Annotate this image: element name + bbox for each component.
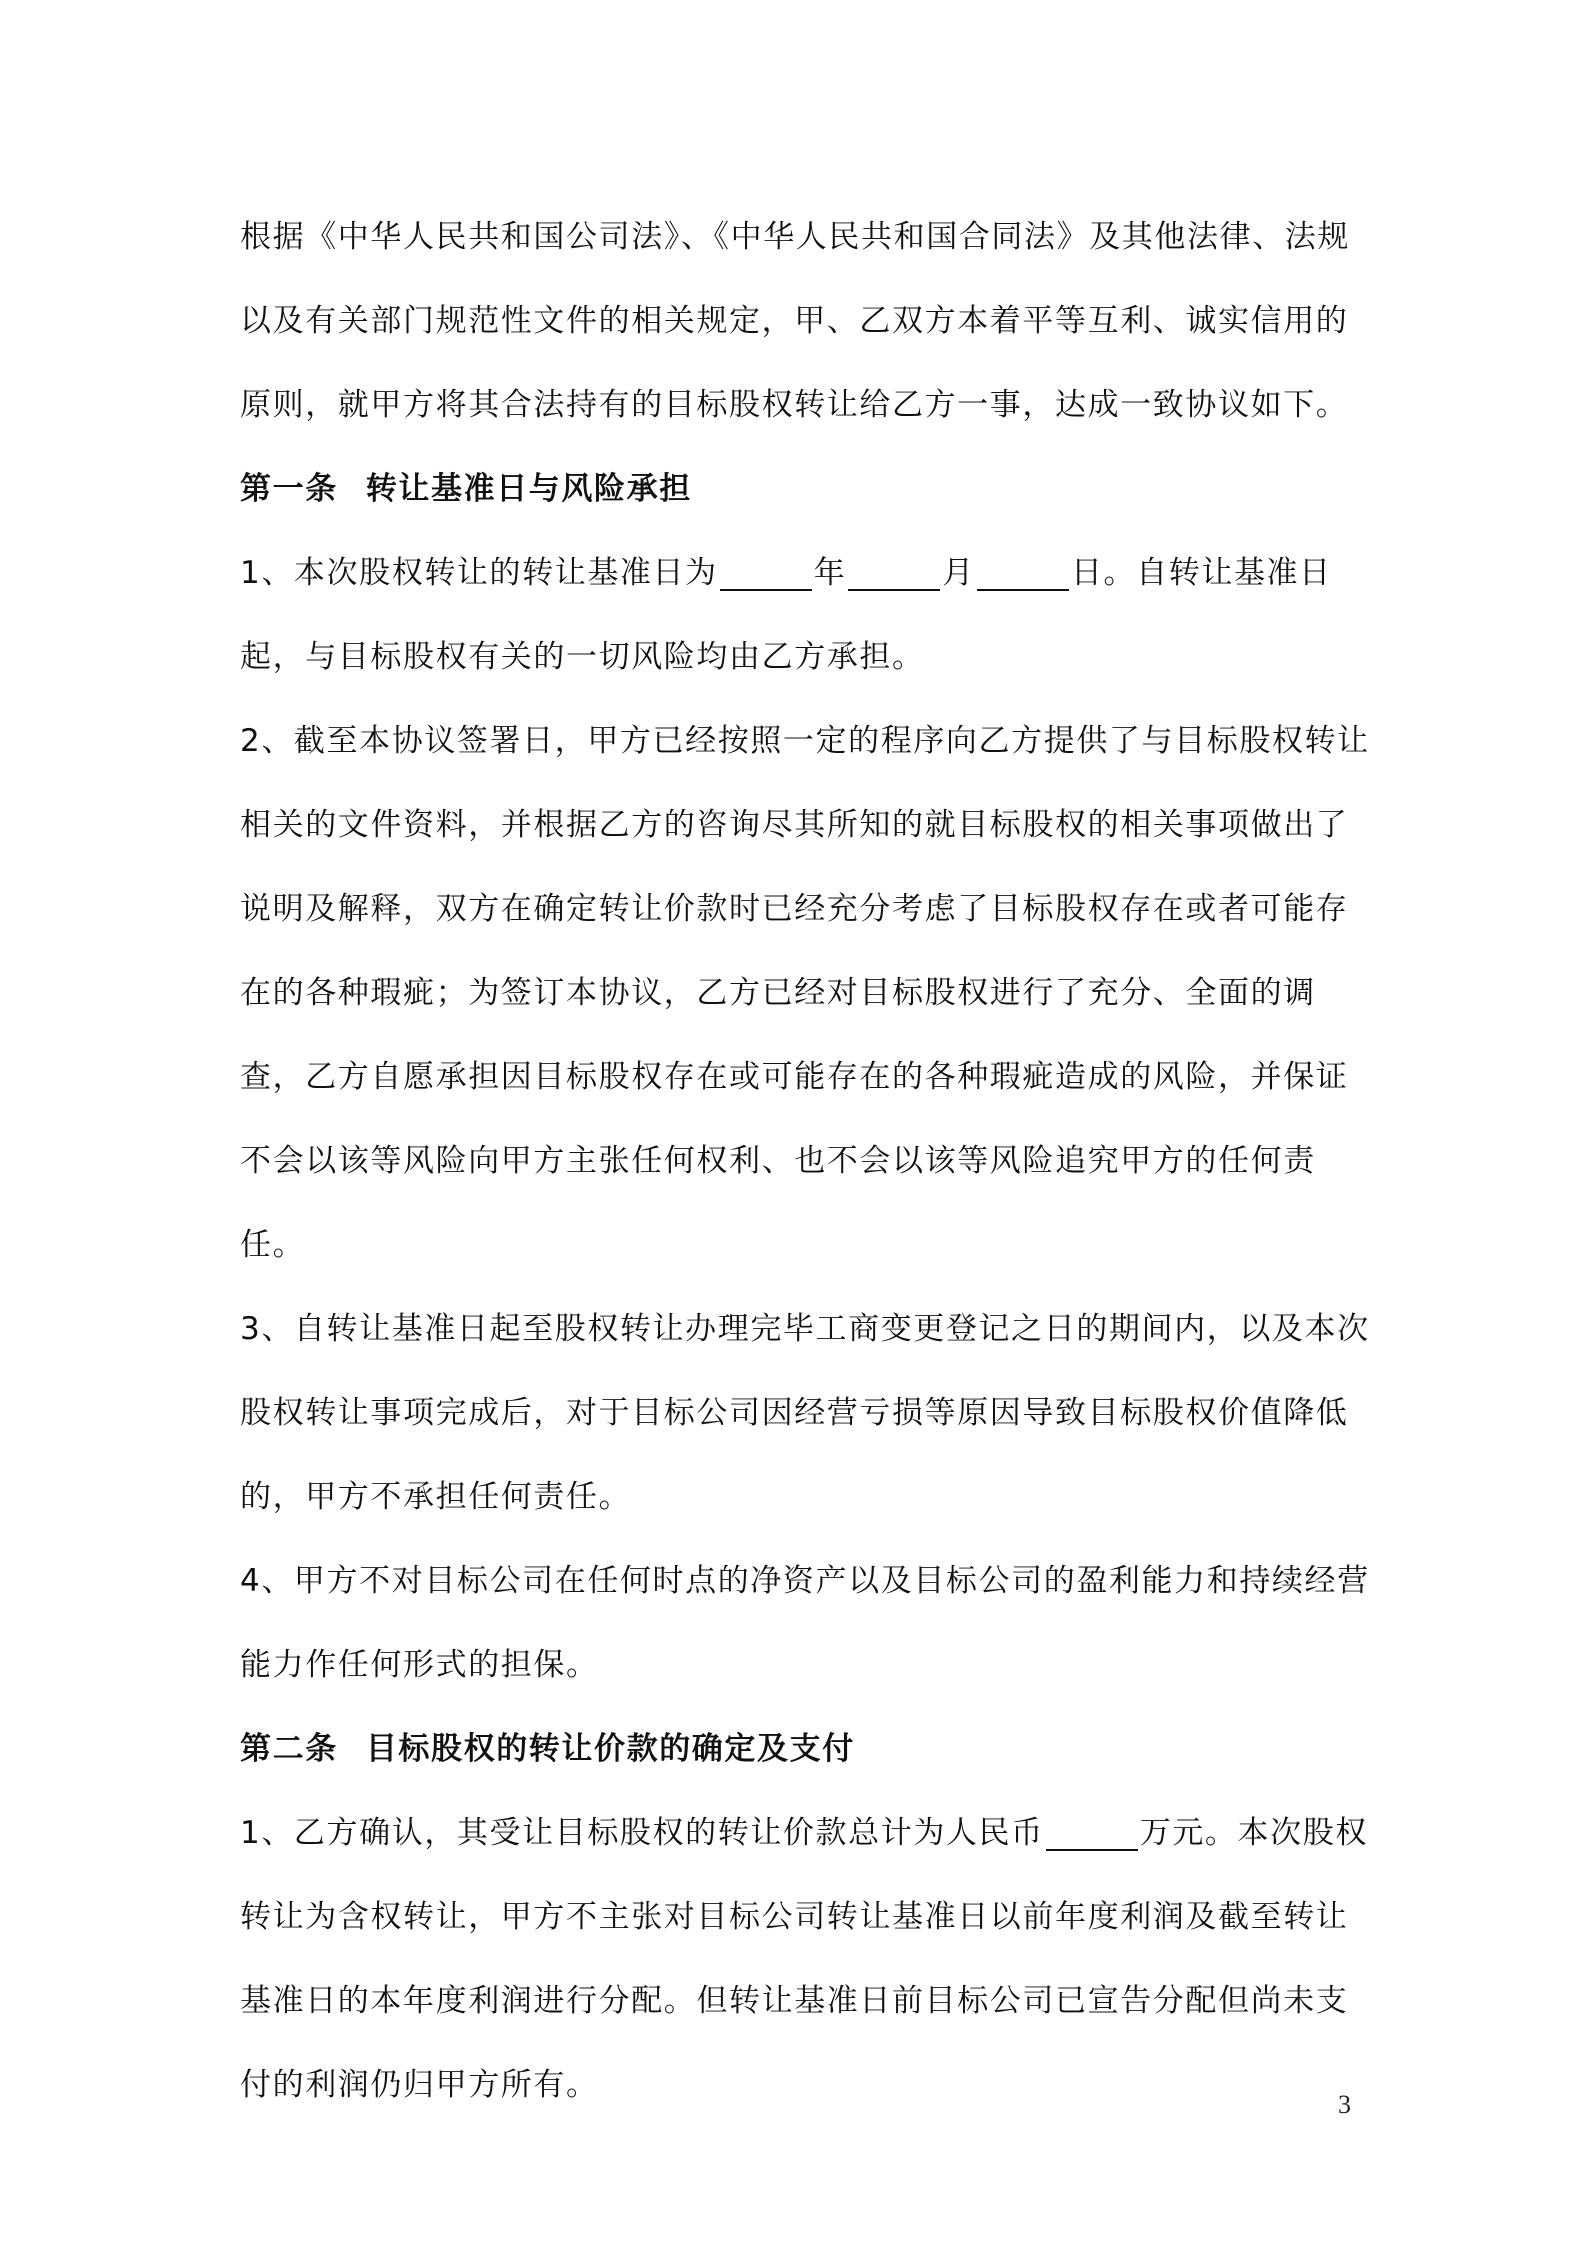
year-label: 年 xyxy=(813,555,847,591)
article-2-clause-1 xyxy=(240,1791,1370,2127)
page-number: 3 xyxy=(1338,2090,1351,2119)
month-label: 月 xyxy=(942,555,975,591)
article-1-clause-4: 4、甲方不对目标公司在任何时点的净资产以及目标公司的盈利能力和持续经营能力作任何形式的担保。 xyxy=(240,1563,1370,1683)
article-1-clause-3: 3、自转让基准日起至股权转让办理完毕工商变更登记之日的期间内，以及本次股权转让事项完成后，对于目标公司因经营亏损等原因导致目标股权价值降低的，甲方不承担任何责任。 xyxy=(240,1311,1370,1515)
article-1-clause-2: 2、截至本协议签署日，甲方已经按照一定的程序向乙方提供了与目标股权转让相关的文件资料，并根据乙方的咨询尽其所知的就目标股权的相关事项做出了说明及解释，双方在确定转让价款时已经充分考虑了目标股权存在或者可能存在的各种瑕疵；为签订本协议，乙方已经对目标股权进行了充分、全面的调查，乙方自愿承担因目标股权存在或可能存在的各种瑕疵造成的风险，并保证不会以该等风险向甲方主张任何权利、也不会以该等风险追究甲方的任何责任。 xyxy=(240,723,1370,1263)
intro-paragraph: 根据《中华人民共和国公司法》、《中华人民共和国合同法》及其他法律、法规以及有关部门规范性文件的相关规定，甲、乙双方本着平等互利、诚实信用的原则，就甲方将其合法持有的目标股权转让给乙方一事，达成一致协议如下。 xyxy=(240,219,1350,423)
clause-1-prefix: 1、本次股权转让的转让基准日为 xyxy=(240,555,718,591)
article-1-title: 转让基准日与风险承担 xyxy=(365,471,692,507)
day-blank xyxy=(977,553,1069,591)
article-1-heading xyxy=(240,447,1370,531)
article-2-number: 第二条 xyxy=(240,1731,338,1767)
day-suffix: 日。自转让基准日起，与目标股权有关的一切风险均由乙方承担。 xyxy=(240,555,1332,675)
price-prefix: 1、乙方确认，其受让目标股权的转让价款总计为人民币 xyxy=(240,1815,1044,1851)
article-1-number: 第一条 xyxy=(240,471,338,507)
article-2-title: 目标股权的转让价款的确定及支付 xyxy=(365,1731,855,1767)
document-body xyxy=(240,195,1370,2127)
price-blank xyxy=(1046,1813,1138,1851)
article-1-clause-1 xyxy=(240,531,1370,699)
month-blank xyxy=(848,553,940,591)
year-blank xyxy=(720,553,812,591)
article-2-heading xyxy=(240,1707,1370,1791)
price-suffix: 万元。本次股权转让为含权转让，甲方不主张对目标公司转让基准日以前年度利润及截至转让基准日的本年度利润进行分配。但转让基准日前目标公司已宣告分配但尚未支付的利润仍归甲方所有。 xyxy=(240,1815,1368,2103)
